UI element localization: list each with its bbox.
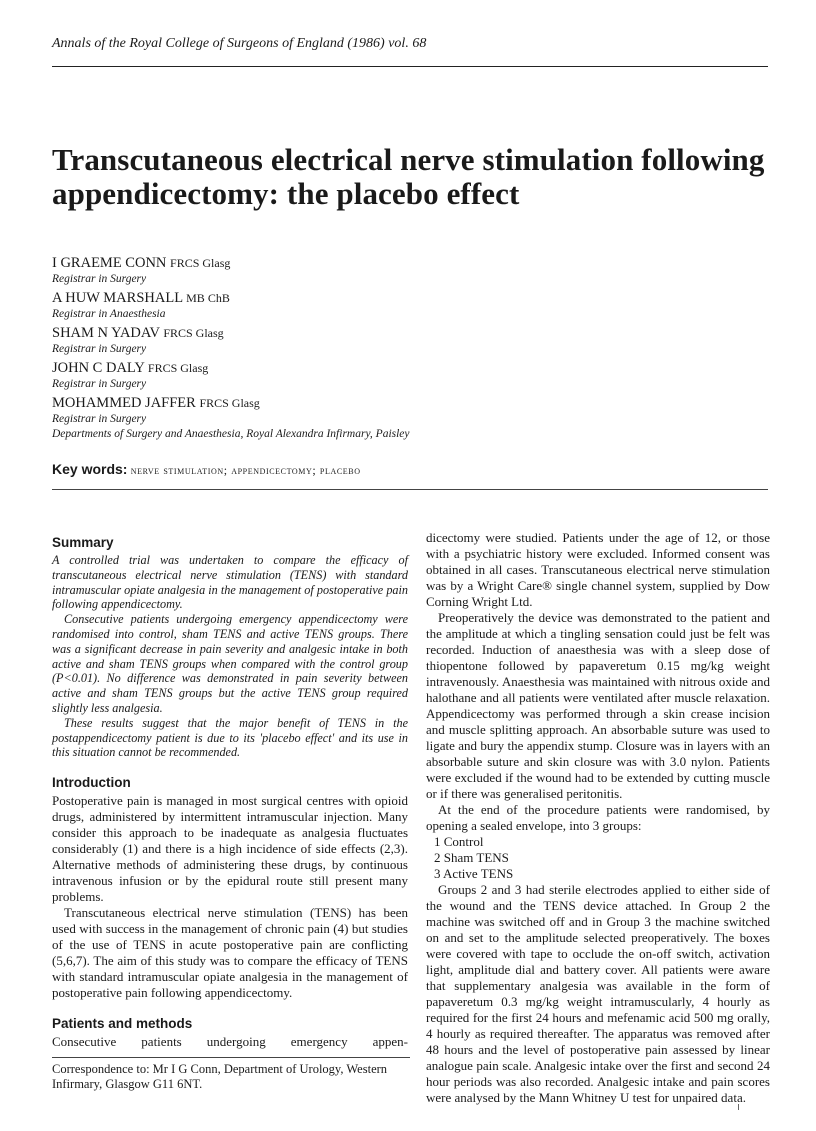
author-role: Registrar in Surgery xyxy=(52,273,147,285)
methods-heading: Patients and methods xyxy=(52,1016,193,1032)
footnote-rule xyxy=(52,1057,410,1058)
group-item: 2 Sham TENS xyxy=(434,850,509,865)
intro-paragraph: Transcutaneous electrical nerve stimulation (TENS) has been used with success in the management of chronic pain (4) but studies of the use of TENS in acute postoperative pain are conflicting (5,6,7). The aim of this study was to compare the efficacy of TENS with standard intramuscular opiate analgesia in the management of postoperative pain following appendicectomy. xyxy=(52,905,408,1001)
author-name: A HUW MARSHALL xyxy=(52,290,183,306)
author-entry xyxy=(52,290,652,322)
summary-paragraph: Consecutive patients undergoing emergency appendicectomy were randomised into control, sham TENS and active TENS groups. There was a significant decrease in pain severity and analgesic intake in both active and sham TENS groups when compared with the control group (P<0.01). No difference was demonstrated in pain severity between active and sham TENS groups but the active TENS group required slightly less analgesia. xyxy=(52,612,408,715)
author-degree: FRCS Glasg xyxy=(163,326,224,340)
summary-heading: Summary xyxy=(52,535,114,550)
author-entry xyxy=(52,360,652,392)
methods-paragraph: dicectomy were studied. Patients under the age of 12, or those with a psychiatric history were excluded. Informed consent was obtained in all cases. Transcutaneous electrical nerve stimulation was by a Wright Care® single channel system, supplied by Dow Corning Wright Ltd. xyxy=(426,530,770,609)
methods-paragraph: Groups 2 and 3 had sterile electrodes applied to either side of the wound and the TENS device attached. In Group 2 the machine was switched off and in Group 3 the machine switched on and set to the amplitude selected preoperatively. The boxes were covered with tape to occlude the on-off switch, activation light, amplitude dial and battery cover. All patients were aware that supplementary analgesia was available in the form of papaveretum 0.3 mg/kg weight intramuscularly, 4 hourly as required for the first 24 hours and mefenamic acid 500 mg orally, 4 hourly as required thereafter. The apparatus was removed after 48 hours and the level of postoperative pain assessed by linear analogue pain scale. Analgesic intake over the first and second 24 hour periods was also recorded. Analgesic intake and pain scores were analysed by the Mann Whitney U test for unpaired data. xyxy=(426,882,770,1105)
summary-body xyxy=(52,553,408,760)
author-name: MOHAMMED JAFFER xyxy=(52,395,196,411)
journal-header: Annals of the Royal College of Surgeons of England (1986) vol. 68 xyxy=(52,36,427,51)
author-role: Registrar in Surgery xyxy=(52,378,147,390)
correspondence-footnote: Correspondence to: Mr I G Conn, Department of Urology, Western Infirmary, Glasgow G11 6NT. xyxy=(52,1062,388,1091)
author-list xyxy=(52,255,652,442)
author-entry xyxy=(52,255,652,287)
group-item: 1 Control xyxy=(434,834,484,849)
author-degree: FRCS Glasg xyxy=(147,361,209,375)
introduction-heading: Introduction xyxy=(52,775,131,791)
page-corner-mark xyxy=(738,1104,739,1110)
author-name: SHAM N YADAV xyxy=(52,325,160,341)
keywords-label: Key words: xyxy=(52,461,128,477)
keywords-line xyxy=(52,461,652,478)
intro-paragraph: Postoperative pain is managed in most surgical centres with opioid drugs, administered by intermittent intramuscular injection. Many consider this approach to be inadequate as analgesia fluctuates considerably (1) and there is a high incidence of side effects (2,3). Alternative methods of administering these drugs, by continuous intravenous infusion or by the epidural route still present many problems. xyxy=(52,793,408,905)
author-degree: MB ChB xyxy=(186,291,230,305)
author-role: Registrar in Surgery xyxy=(52,343,147,355)
keywords-text: nerve stimulation; appendicectomy; placebo xyxy=(130,463,361,477)
affiliation: Departments of Surgery and Anaesthesia, Royal Alexandra Infirmary, Paisley xyxy=(52,428,410,440)
author-entry xyxy=(52,395,652,427)
author-role: Registrar in Anaesthesia xyxy=(52,308,166,320)
author-entry xyxy=(52,325,652,357)
summary-paragraph: A controlled trial was undertaken to compare the efficacy of transcutaneous electrical nerve stimulation (TENS) with standard intramuscular opiate analgesia in the management of postoperative pain following appendicectomy. xyxy=(52,553,408,612)
author-name: JOHN C DALY xyxy=(52,360,145,376)
right-column xyxy=(426,530,770,1106)
group-list xyxy=(426,834,770,882)
left-column xyxy=(52,534,408,1050)
methods-paragraph: Preoperatively the device was demonstrated to the patient and the amplitude at which a tingling sensation could just be felt was recorded. Induction of anaesthesia was with a sleep dose of thiopentone followed by papaveretum 0.15 mg/kg weight intravenously. Anaesthesia was maintained with nitrous oxide and halothane and all patients were ventilated after muscle relaxation. Appendicectomy was performed through a skin crease incision and muscle splitting approach. An absorbable suture was used to ligate and bury the appendix stump. Closure was in layers with an absorbable suture and skin closure was with 3.0 nylon. Patients were excluded if the wound had to be extended by cutting muscle or if there was generalised peritonitis. xyxy=(426,610,770,801)
author-name: I GRAEME CONN xyxy=(52,255,167,271)
author-degree: FRCS Glasg xyxy=(170,256,231,270)
summary-paragraph: These results suggest that the major benefit of TENS in the postappendicectomy patient is due to its 'placebo effect' and its use in this situation cannot be recommended. xyxy=(52,715,408,760)
methods-paragraph: At the end of the procedure patients were randomised, by opening a sealed envelope, into 3 groups: xyxy=(426,802,770,833)
header-rule xyxy=(52,66,768,67)
article-title: Transcutaneous electrical nerve stimulation following appendicectomy: the placebo effect xyxy=(52,142,765,211)
author-degree: FRCS Glasg xyxy=(199,396,260,410)
methods-paragraph-start: Consecutive patients undergoing emergency appen- xyxy=(52,1034,408,1050)
author-role: Registrar in Surgery xyxy=(52,413,147,425)
keywords-rule xyxy=(52,489,768,490)
group-item: 3 Active TENS xyxy=(434,866,514,881)
